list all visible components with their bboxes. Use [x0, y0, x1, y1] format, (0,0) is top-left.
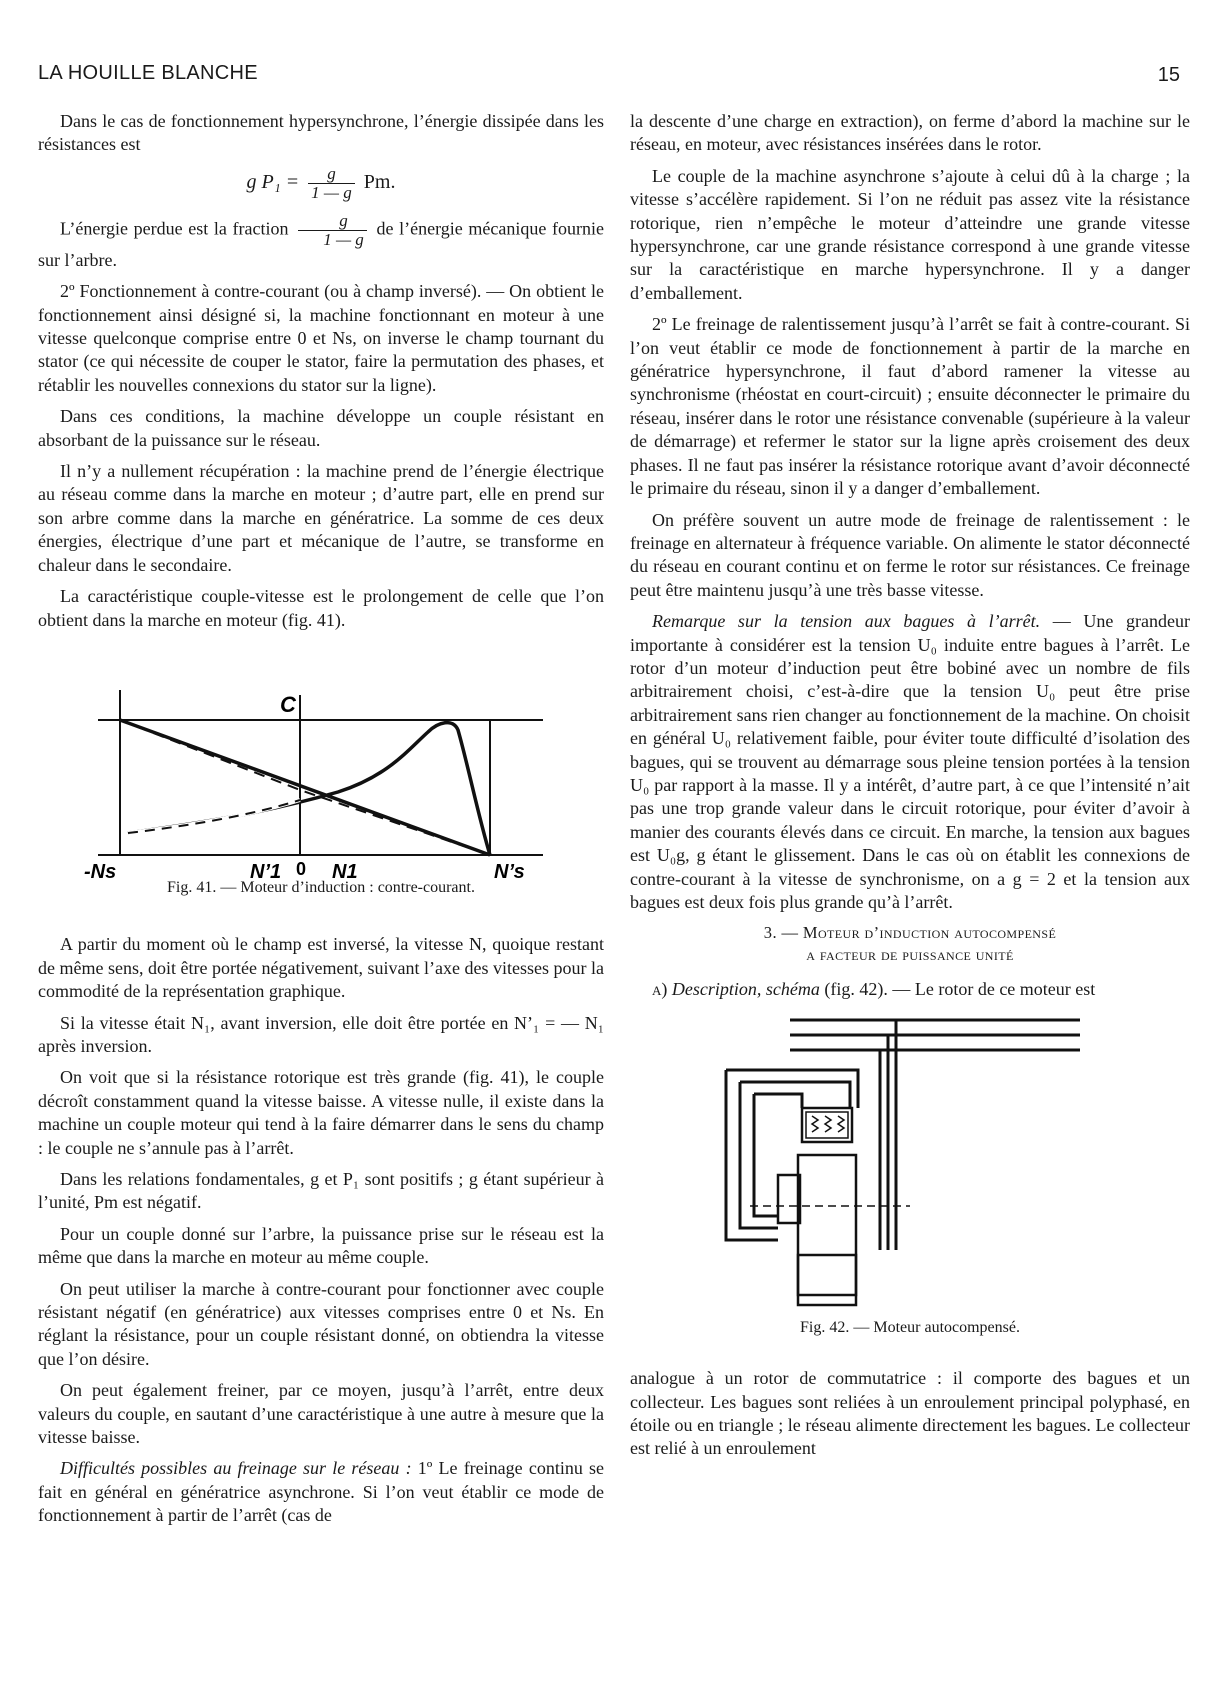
- right-column: [630, 110, 1190, 1469]
- section-heading-line2: a facteur de puissance unité: [806, 945, 1014, 965]
- label-n1-prime: N’1: [250, 860, 282, 883]
- fraction-numerator: g: [298, 212, 367, 231]
- formula-lhs: g P₁ =: [246, 170, 300, 193]
- formula-rhs: Pm.: [363, 170, 396, 193]
- paragraph: Pour un couple donné sur l’arbre, la puissance prise sur le réseau est la même que dans la marche en moteur au même couple.: [38, 1223, 604, 1268]
- formula-fraction: [308, 165, 355, 202]
- paragraph: Dans ces conditions, la machine développe un couple résistant en absorbant de la puissance sur le réseau.: [38, 406, 604, 450]
- paragraph: 2º Fonctionnement à contre-courant (ou à champ inversé). — On obtient le fonctionnement ainsi désigné si, la machine fonctionnant en moteur à une vitesse quelconque comprise entre 0 et Ns, on inverse le champ tournant du stator (ce qui nécessite de couper le stator, faire la permutation des phases, et rétablir les nouvelles connexions du stator sur la ligne).: [38, 281, 604, 395]
- text: 1º Le freinage continu se fait en général en génératrice asynchrone. Si l’on veut établir ce mode de fonctionnement à partir de l’arrêt (cas de: [38, 1458, 604, 1526]
- paragraph-fraction: [38, 212, 604, 272]
- text: L’énergie perdue est la fraction: [60, 218, 289, 239]
- resistor-symbols: [812, 1116, 844, 1132]
- paragraph: La caractéristique couple-vitesse est le prolongement de celle que l’on obtient dans la marche en moteur (fig. 41).: [38, 586, 604, 630]
- paragraph-description: [630, 978, 1190, 1001]
- rotor-body: [798, 1155, 856, 1295]
- paragraph: A partir du moment où le champ est inversé, la vitesse N, quoique restant de même sens, doit être portée négativement, suivant l’axe des vitesses pour la commodité de la représentation graphique.: [38, 934, 604, 1002]
- wire-inner: [754, 1094, 802, 1108]
- paragraph: 2º Le freinage de ralentissement jusqu’à l’arrêt se fait à contre-courant. Si l’on veut établir ce mode de fonctionnement à partir de la marche en génératrice hypersynchrone, il faut d’abord ramener la vitesse au synchronisme (rhéostat en court-circuit) ; ensuite déconnecter le primaire du réseau, insérer dans le rotor une résistance convenable (supérieure à la valeur de démarrage) et refermer le stator sur la ligne après croisement des deux phases. Il ne faut pas insérer la résistance rotorique avant d’avoir déconnecté le primaire du réseau, sinon il y a danger d’emballement.: [630, 314, 1190, 499]
- inline-fraction: [298, 212, 367, 249]
- journal-title: LA HOUILLE BLANCHE: [38, 62, 258, 84]
- characteristic-high-resistance: [120, 720, 490, 855]
- run-in-heading: Description, schéma: [671, 979, 820, 1000]
- exciter-box: [798, 1255, 856, 1305]
- paragraph: Si la vitesse était N₁, avant inversion, elle doit être portée en N’₁ = — N₁ après inversion.: [38, 1012, 604, 1056]
- text: de l’énergie mécanique fournie sur l’arbre.: [38, 218, 604, 270]
- item-marker: a): [652, 979, 672, 1000]
- paragraph: On peut utiliser la marche à contre-courant pour fonctionner avec couple résistant négatif (en génératrice) aux vitesses comprises entre 0 et Ns. En réglant la résistance, pour un couple résistant donné, on obtiendra la vitesse que l’on désire.: [38, 1278, 604, 1369]
- autocompensated-motor-schematic: [630, 1010, 1190, 1310]
- figure-42: [630, 1010, 1190, 1339]
- wire-outer: [726, 1070, 858, 1108]
- label-ns-prime: N’s: [494, 860, 525, 883]
- text: — Une grandeur importante à considérer est la tension U₀ induite entre bagues à l’arrêt. Le rotor d’un moteur d’induction peut être bobiné avec un nombre de fils arbitrairement choisi, c’est-à-dire que la tension U₀ peut être prise arbitrairement sans rien changer au fonctionnement de la machine. On choisit en général U₀ relativement faible, pour éviter toute difficulté d’isolation des bagues, qui se trouvent au démarrage sous pleine tension portées à la tension U₀ par rapport à la masse. Il y a intérêt, d’autre part, à ce que l’intensité n’ait pas une trop grande valeur dans le circuit rotorique, pour éviter d’avoir à manier des courants élevés dans ce circuit. En marche, la tension aux bagues est U₀g, g étant le glissement. Dans le cas où on établit les connexions de contre-courant à la vitesse de synchronisme, on a g = 2 et la tension aux bagues est deux fois plus grande qu’à l’arrêt.: [630, 611, 1190, 912]
- paragraph: On peut également freiner, par ce moyen, jusqu’à l’arrêt, entre deux valeurs du couple, en sautant d’une caractéristique à une autre à mesure que la vitesse baisse.: [38, 1380, 604, 1448]
- figure-41-caption: Fig. 41. — Moteur d’induction : contre-courant.: [167, 878, 475, 896]
- formula-energy-dissipated: [38, 165, 604, 202]
- paragraph: Il n’y a nullement récupération : la machine prend de l’énergie électrique au réseau comme dans la marche en moteur ; d’autre part, elle en prend sur son arbre comme dans la marche en génératrice. La somme de ces deux énergies, électrique d’une part et mécanique de l’autre, se transforme en chaleur dans le secondaire.: [38, 461, 604, 575]
- label-n1: N1: [332, 860, 358, 883]
- run-in-heading: Remarque sur la tension aux bagues à l’arrêt.: [652, 611, 1041, 632]
- dash-mask: [128, 800, 300, 833]
- fraction-denominator: 1 — g: [311, 182, 352, 202]
- paragraph-remarque: [630, 610, 1190, 914]
- wire-inner-down: [754, 1094, 778, 1216]
- label-c: C: [280, 691, 296, 717]
- fraction-numerator: g: [308, 165, 355, 184]
- paragraph: Dans les relations fondamentales, g et P₁ sont positifs ; g étant supérieur à l’unité, Pm est négatif.: [38, 1168, 604, 1213]
- paragraph: On préfère souvent un autre mode de freinage de ralentissement : le freinage en alternateur à fréquence variable. On alimente le stator déconnecté du réseau en courant continu et on ferme le rotor sur résistances. Ce freinage peut être maintenu jusqu’à une très basse vitesse.: [630, 509, 1190, 600]
- section-heading: [630, 922, 1190, 966]
- paragraph: analogue à un rotor de commutatrice : il comporte des bagues et un collecteur. Les bagues sont reliées à un enroulement principal polyphasé, en étoile ou en triangle ; le réseau alimente directement les bagues. Le collecteur est relié à un enroulement: [630, 1368, 1190, 1459]
- commutator: [778, 1175, 800, 1223]
- label-zero: 0: [296, 858, 307, 879]
- label-minus-ns: -Ns: [84, 860, 117, 883]
- left-column: [38, 110, 604, 1536]
- figure-42-caption: Fig. 42. — Moteur autocompensé.: [800, 1318, 1020, 1336]
- section-heading-line1: 3. — Moteur d’induction autocompensé: [763, 923, 1057, 943]
- run-in-heading: Difficultés possibles au freinage sur le réseau :: [60, 1458, 412, 1479]
- paragraph-difficultes: [38, 1457, 604, 1527]
- paragraph: Le couple de la machine asynchrone s’ajoute à celui dû à la charge ; la vitesse s’accélère rapidement. Si l’on ne réduit pas assez vite la résistance rotorique, rien n’empêche le moteur d’atteindre une grande vitesse hypersynchrone, car une grande résistance correspond à une grande vitesse sur la caractéristique en marche hypersynchrone. Il y a danger d’emballement.: [630, 165, 1190, 303]
- paragraph: la descente d’une charge en extraction), on ferme d’abord la machine sur le réseau, en moteur, avec résistances insérées dans le rotor.: [630, 111, 1190, 155]
- page-number: 15: [1157, 64, 1180, 86]
- wire-middle-down: [740, 1082, 778, 1228]
- torque-speed-diagram: [38, 640, 604, 883]
- fraction-denominator: 1 — g: [323, 229, 364, 249]
- text: (fig. 42). — Le rotor de ce moteur est: [819, 979, 1096, 1000]
- paragraph: On voit que si la résistance rotorique est très grande (fig. 41), le couple décroît constamment quand la vitesse baisse. A vitesse nulle, il existe dans la machine un couple moteur qui tend à la faire démarrer dans le sens du champ : le couple ne s’annule pas à l’arrêt.: [38, 1067, 604, 1158]
- figure-41: [38, 640, 604, 899]
- paragraph: Dans le cas de fonctionnement hypersynchrone, l’énergie dissipée dans les résistances est: [38, 111, 604, 155]
